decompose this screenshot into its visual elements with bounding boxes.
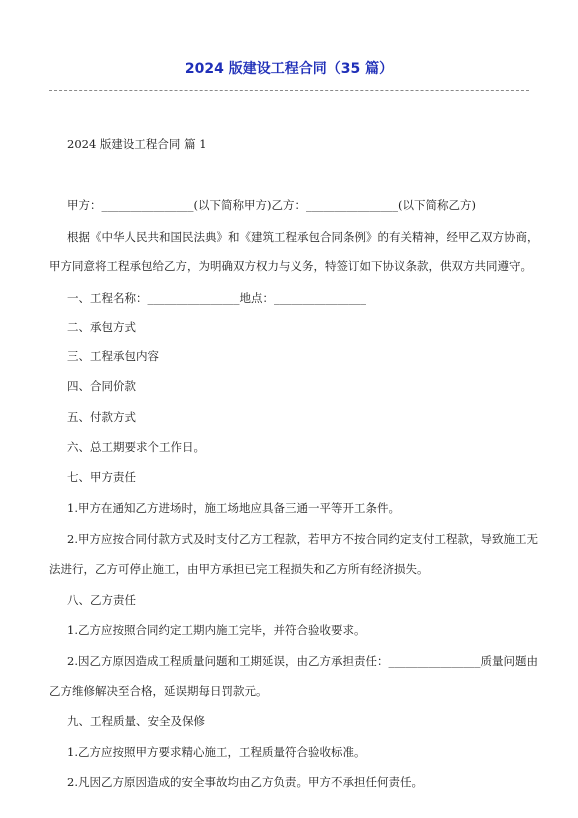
clause-8-item-1: 1.乙方应按照合同约定工期内施工完毕，并符合验收要求。 [67,623,366,637]
clause-8-heading: 八、乙方责任 [67,593,136,607]
clause-3-contract-content: 三、工程承包内容 [67,349,159,363]
clause-8-item-2-line-1: 2.因乙方原因造成工程质量问题和工期延误，由乙方承担责任：________________质量问题由 [67,654,538,668]
clause-8-item-2-line-2: 乙方维修解决至合格，延误期每日罚款元。 [49,684,268,698]
clause-9-item-2: 2.凡因乙方原因造成的安全事故均由乙方负责。甲方不承担任何责任。 [67,775,423,789]
title-divider [49,90,529,91]
clause-1-project-name: 一、工程名称：________________地点：________________ [67,291,366,305]
parties-line: 甲方：________________(以下简称甲方)乙方：________________(以下简称乙方) [67,198,476,212]
section-heading: 2024 版建设工程合同 篇 1 [67,137,207,151]
clause-7-item-2-line-1: 2.甲方应按合同付款方式及时支付乙方工程款，若甲方不按合同约定支付工程款，导致施工无 [67,532,538,546]
clause-6-duration: 六、总工期要求个工作日。 [67,440,205,454]
clause-9-item-1: 1.乙方应按照甲方要求精心施工，工程质量符合验收标准。 [67,745,366,759]
preamble-line-2: 甲方同意将工程承包给乙方，为明确双方权力与义务，特签订如下协议条款，供双方共同遵守。 [49,259,532,273]
preamble-line-1: 根据《中华人民共和国民法典》和《建筑工程承包合同条例》的有关精神，经甲乙双方协商， [67,230,539,244]
clause-7-heading: 七、甲方责任 [67,470,136,484]
clause-4-contract-price: 四、合同价款 [67,379,136,393]
clause-2-contract-mode: 二、承包方式 [67,320,136,334]
clause-7-item-1: 1.甲方在通知乙方进场时，施工场地应具备三通一平等开工条件。 [67,501,400,515]
clause-5-payment-method: 五、付款方式 [67,410,136,424]
clause-7-item-2-line-2: 法进行，乙方可停止施工，由甲方承担已完工程损失和乙方所有经济损失。 [49,562,429,576]
clause-9-heading: 九、工程质量、安全及保修 [67,714,205,728]
document-title: 2024 版建设工程合同（35 篇） [184,61,394,77]
